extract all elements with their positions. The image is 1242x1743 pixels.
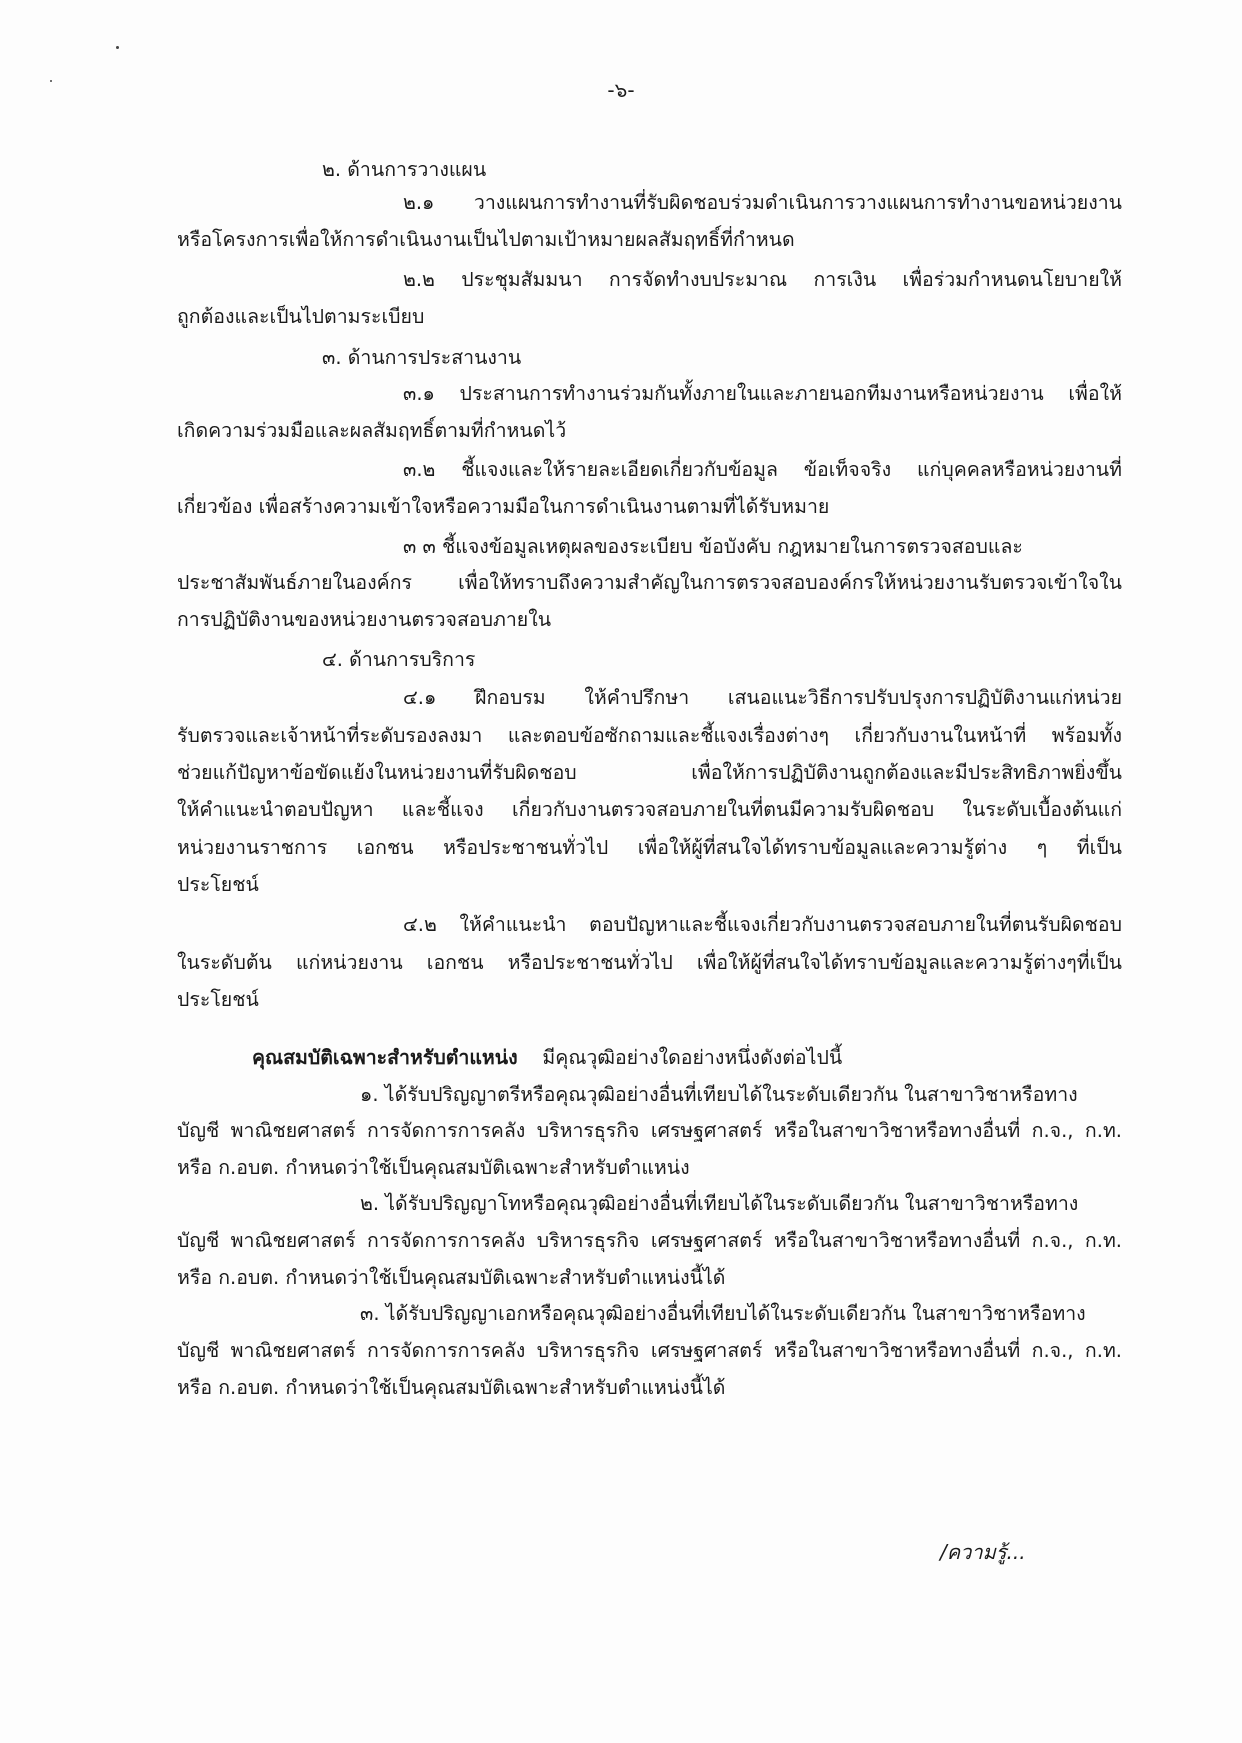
paragraph-line: ในระดับต้น แก่หน่วยงาน เอกชน หรือประชาชนทั่วไป เพื่อให้ผู้ที่สนใจได้ทราบข้อมูลและความรู้ต่างๆที่เป็น xyxy=(177,951,1122,974)
paragraph-line: ๓. ได้รับปริญญาเอกหรือคุณวุฒิอย่างอื่นที่เทียบได้ในระดับเดียวกัน ในสาขาวิชาหรือทาง xyxy=(360,1302,1086,1325)
paragraph-line: บัญชี พาณิชยศาสตร์ การจัดการการคลัง บริหารธุรกิจ เศรษฐศาสตร์ หรือในสาขาวิชาหรือทางอื่นที่ ก.จ., ก.ท. xyxy=(177,1339,1122,1362)
paragraph-line: ๓.๑ ประสานการทำงานร่วมกันทั้งภายในและภายนอกทีมงานหรือหน่วยงาน เพื่อให้ xyxy=(403,382,1122,405)
paragraph-line: ประชาสัมพันธ์ภายในองค์กร เพื่อให้ทราบถึงความสำคัญในการตรวจสอบองค์กรให้หน่วยงานรับตรวจเข้าใจใน xyxy=(177,571,1122,594)
paragraph-line: ถูกต้องและเป็นไปตามระเบียบ xyxy=(177,305,425,328)
paragraph-line: รับตรวจและเจ้าหน้าที่ระดับรองลงมา และตอบข้อซักถามและชี้แจงเรื่องต่างๆ เกี่ยวกับงานในหน้าที่ พร้อมทั้ง xyxy=(177,724,1122,747)
section-heading-coordination: ๓. ด้านการประสานงาน xyxy=(322,346,522,369)
paragraph-line: ๔.๒ ให้คำแนะนำ ตอบปัญหาและชี้แจงเกี่ยวกับงานตรวจสอบภายในที่ตนรับผิดชอบ xyxy=(403,913,1122,936)
paragraph-line: การปฏิบัติงานของหน่วยงานตรวจสอบภายใน xyxy=(177,608,552,631)
continuation-marker: /ความรู้... xyxy=(940,1540,1026,1564)
qualifications-heading xyxy=(252,1048,842,1068)
paragraph-line: ๓.๒ ชี้แจงและให้รายละเอียดเกี่ยวกับข้อมูล ข้อเท็จจริง แก่บุคคลหรือหน่วยงานที่ xyxy=(403,458,1122,481)
paragraph-line: หรือ ก.อบต. กำหนดว่าใช้เป็นคุณสมบัติเฉพาะสำหรับตำแหน่งนี้ได้ xyxy=(177,1376,726,1399)
paragraph-line: ประโยชน์ xyxy=(177,988,259,1011)
paragraph-line: บัญชี พาณิชยศาสตร์ การจัดการการคลัง บริหารธุรกิจ เศรษฐศาสตร์ หรือในสาขาวิชาหรือทางอื่นที่ ก.จ., ก.ท. xyxy=(177,1229,1122,1252)
paragraph-line: บัญชี พาณิชยศาสตร์ การจัดการการคลัง บริหารธุรกิจ เศรษฐศาสตร์ หรือในสาขาวิชาหรือทางอื่นที่ ก.จ., ก.ท. xyxy=(177,1119,1122,1142)
qualifications-heading-bold: คุณสมบัติเฉพาะสำหรับตำแหน่ง xyxy=(252,1046,518,1069)
section-heading-service: ๔. ด้านการบริการ xyxy=(322,648,476,671)
paragraph-line: หรือ ก.อบต. กำหนดว่าใช้เป็นคุณสมบัติเฉพาะสำหรับตำแหน่งนี้ได้ xyxy=(177,1266,726,1289)
paragraph-line: ๑. ได้รับปริญญาตรีหรือคุณวุฒิอย่างอื่นที่เทียบได้ในระดับเดียวกัน ในสาขาวิชาหรือทาง xyxy=(360,1083,1078,1106)
paragraph-line: ๒.๑ วางแผนการทำงานที่รับผิดชอบร่วมดำเนินการวางแผนการทำงานขอหน่วยงาน xyxy=(403,191,1122,214)
paragraph-line: หรือโครงการเพื่อให้การดำเนินงานเป็นไปตามเป้าหมายผลสัมฤทธิ์ที่กำหนด xyxy=(177,228,795,251)
paragraph-line: ให้คำแนะนำตอบปัญหา และชี้แจง เกี่ยวกับงานตรวจสอบภายในที่ตนมีความรับผิดชอบ ในระดับเบื้องต้นแก่ xyxy=(177,798,1122,821)
paragraph-line: หรือ ก.อบต. กำหนดว่าใช้เป็นคุณสมบัติเฉพาะสำหรับตำแหน่ง xyxy=(177,1156,690,1179)
page-number: -๖- xyxy=(607,78,635,102)
paragraph-line: หน่วยงานราชการ เอกชน หรือประชาชนทั่วไป เพื่อให้ผู้ที่สนใจได้ทราบข้อมูลและความรู้ต่าง ๆ ที่เป็น xyxy=(177,836,1122,859)
scan-speck xyxy=(116,46,119,49)
paragraph-line: เกิดความร่วมมือและผลสัมฤทธิ์ตามที่กำหนดไว้ xyxy=(177,419,567,442)
paragraph-line: ๒. ได้รับปริญญาโทหรือคุณวุฒิอย่างอื่นที่เทียบได้ในระดับเดียวกัน ในสาขาวิชาหรือทาง xyxy=(360,1192,1079,1215)
paragraph-line: ๓ ๓ ชี้แจงข้อมูลเหตุผลของระเบียบ ข้อบังคับ กฎหมายในการตรวจสอบและ xyxy=(403,535,1023,558)
paragraph-line: ๒.๒ ประชุมสัมมนา การจัดทำงบประมาณ การเงิน เพื่อร่วมกำหนดนโยบายให้ xyxy=(403,268,1122,291)
paragraph-line: เกี่ยวข้อง เพื่อสร้างความเข้าใจหรือความมือในการดำเนินงานตามที่ได้รับหมาย xyxy=(177,495,830,518)
paragraph-line: ประโยชน์ xyxy=(177,873,259,896)
qualifications-heading-rest: มีคุณวุฒิอย่างใดอย่างหนึ่งดังต่อไปนี้ xyxy=(542,1046,843,1069)
paragraph-line: ช่วยแก้ปัญหาข้อขัดแย้งในหน่วยงานที่รับผิดชอบ เพื่อให้การปฏิบัติงานถูกต้องและมีประสิทธิภาพยิ่งขึ้น xyxy=(177,761,1122,784)
paragraph-line: ๔.๑ ฝึกอบรม ให้คำปรึกษา เสนอแนะวิธีการปรับปรุงการปฏิบัติงานแก่หน่วย xyxy=(403,686,1122,709)
section-heading-planning: ๒. ด้านการวางแผน xyxy=(322,158,487,181)
